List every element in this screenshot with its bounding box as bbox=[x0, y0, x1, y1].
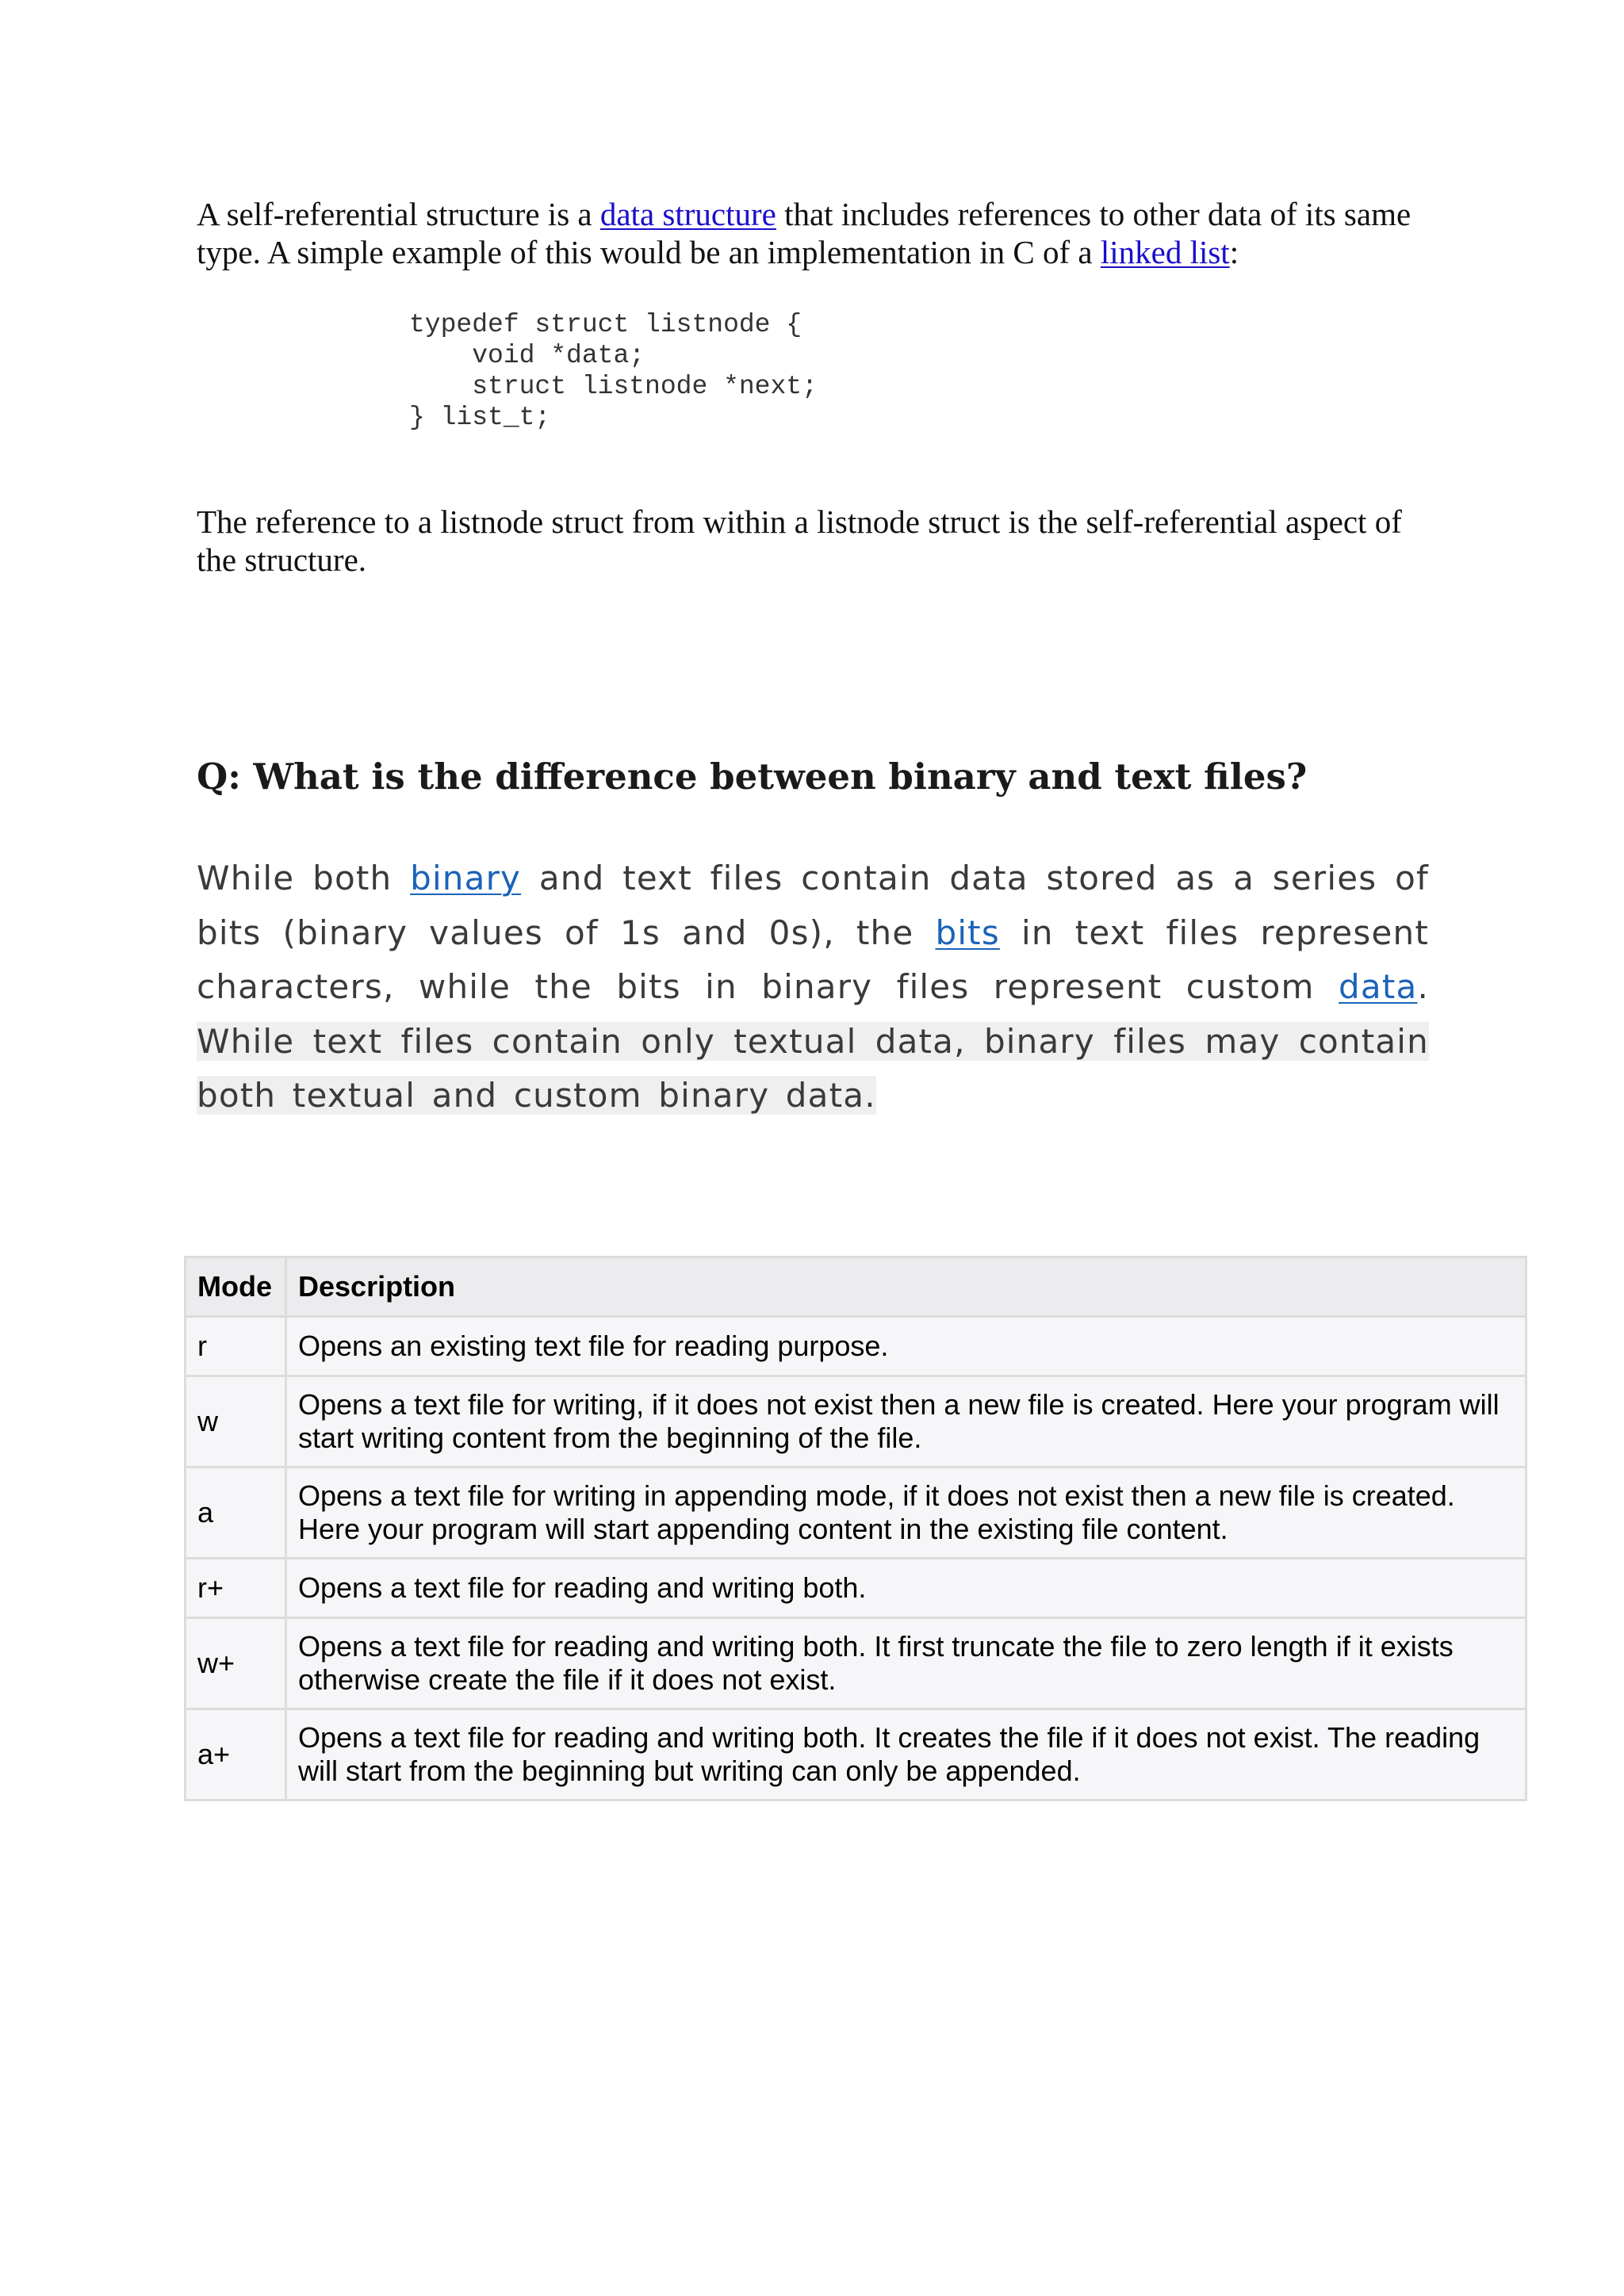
data-link[interactable]: data bbox=[1339, 967, 1418, 1006]
binary-link[interactable]: binary bbox=[410, 859, 522, 897]
answer-text-1: While both bbox=[197, 859, 411, 897]
linked-list-link[interactable]: linked list bbox=[1100, 234, 1230, 270]
mode-cell: w bbox=[186, 1376, 286, 1468]
mode-cell: r+ bbox=[186, 1559, 286, 1618]
data-structure-link[interactable]: data structure bbox=[599, 196, 776, 232]
mode-cell: r bbox=[186, 1317, 286, 1376]
table-row bbox=[186, 1468, 1526, 1559]
description-cell: Opens a text file for reading and writing both. bbox=[286, 1559, 1526, 1618]
description-cell: Opens a text file for reading and writing both. It first truncate the file to zero length if it exists otherwise create the file if it does not exist. bbox=[286, 1618, 1526, 1709]
mode-cell: w+ bbox=[186, 1618, 286, 1709]
highlighted-text: While text files contain only textual data, binary files may contain both textual and custom binary data. bbox=[197, 1021, 1429, 1115]
table-header-row bbox=[186, 1257, 1526, 1317]
question-heading: Q: What is the difference between binary and text files? bbox=[197, 756, 1308, 798]
description-cell: Opens an existing text file for reading purpose. bbox=[286, 1317, 1526, 1376]
bits-link[interactable]: bits bbox=[935, 913, 1000, 952]
intro-text-1: A self-referential structure is a bbox=[197, 196, 600, 232]
intro-text-2: that includes references to other data of its same type. A simple example of this would be an implementation in C of a bbox=[197, 196, 1411, 270]
answer-text-4: . bbox=[1417, 967, 1429, 1006]
mode-cell: a bbox=[186, 1468, 286, 1559]
description-cell: Opens a text file for reading and writing both. It creates the file if it does not exist. The reading will start from the beginning but writing can only be appended. bbox=[286, 1709, 1526, 1800]
header-mode: Mode bbox=[186, 1257, 286, 1317]
code-block: typedef struct listnode { void *data; struct listnode *next; } list_t; bbox=[409, 310, 818, 432]
intro-text-3: : bbox=[1229, 234, 1239, 270]
header-description: Description bbox=[286, 1257, 1526, 1317]
table-row bbox=[186, 1376, 1526, 1468]
file-modes-table bbox=[184, 1256, 1527, 1801]
reference-paragraph: The reference to a listnode struct from within a listnode struct is the self-referential aspect of the structure. bbox=[197, 503, 1402, 578]
answer-text-2: and text files contain data stored as a series of bits (binary values of 1s and 0s), the bbox=[197, 859, 1429, 952]
answer-text-3: in text files represent characters, while the bits in binary files represent custom bbox=[197, 913, 1429, 1006]
table-row bbox=[186, 1618, 1526, 1709]
table-row bbox=[186, 1559, 1526, 1618]
description-cell: Opens a text file for writing in appending mode, if it does not exist then a new file is created. Here your program will start appending content in the existing file content. bbox=[286, 1468, 1526, 1559]
answer-paragraph bbox=[197, 851, 1429, 1123]
mode-cell: a+ bbox=[186, 1709, 286, 1800]
description-cell: Opens a text file for writing, if it does not exist then a new file is created. Here your program will start writing content from the beginning of the file. bbox=[286, 1376, 1526, 1468]
table-row bbox=[186, 1709, 1526, 1800]
table-row bbox=[186, 1317, 1526, 1376]
intro-paragraph bbox=[197, 195, 1434, 271]
